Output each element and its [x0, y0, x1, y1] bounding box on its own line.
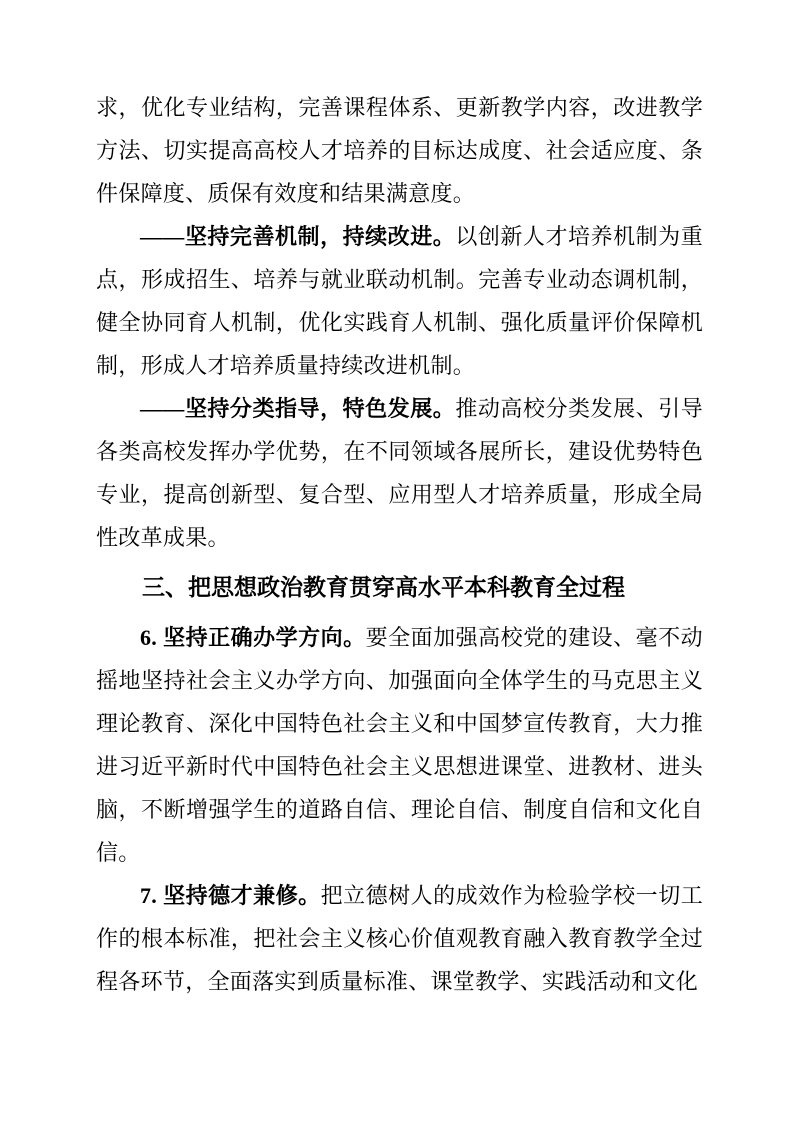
- paragraph-lead: ——坚持分类指导，特色发展。: [140, 396, 456, 421]
- paragraph-classification: [96, 387, 703, 559]
- paragraph-item-7: [96, 874, 703, 1003]
- paragraph-text: 推动高校分类发展、引导各类高校发挥办学优势，在不同领域各展所长，建设优势特色专业，提高创新型、复合型、应用型人才培养质量，形成全局性改革成果。: [96, 396, 703, 550]
- paragraph-text: 要全面加强高校党的建设、毫不动摇地坚持社会主义办学方向、加强面向全体学生的马克思主义理论教育、深化中国特色社会主义和中国梦宣传教育，大力推进习近平新时代中国特色社会主义思想进课堂、进教材、进头脑，不断增强学生的道路自信、理论自信、制度自信和文化自信。: [96, 625, 703, 865]
- paragraph-lead: 6. 坚持正确办学方向。: [140, 625, 366, 650]
- section-heading: 三、把思想政治教育贯穿高水平本科教育全过程: [142, 574, 625, 600]
- paragraph-text: 求，优化专业结构，完善课程体系、更新教学内容，改进教学方法、切实提高高校人才培养的目标达成度、社会适应度、条件保障度、质保有效度和结果满意度。: [96, 95, 703, 206]
- paragraph-item-6: [96, 616, 703, 874]
- paragraph-mechanism: [96, 215, 703, 387]
- paragraph-text: 以创新人才培养机制为重点，形成招生、培养与就业联动机制。完善专业动态调机制，健全协同育人机制，优化实践育人机制、强化质量评价保障机制，形成人才培养质量持续改进机制。: [96, 224, 703, 378]
- paragraph-lead: ——坚持完善机制，持续改进。: [140, 224, 456, 249]
- paragraph-lead: 7. 坚持德才兼修。: [140, 883, 321, 908]
- paragraph-continuation: [96, 86, 703, 215]
- paragraph-text: 把立德树人的成效作为检验学校一切工作的根本标准，把社会主义核心价值观教育融入教育教学全过程各环节，全面落实到质量标准、课堂教学、实践活动和文化: [96, 883, 703, 994]
